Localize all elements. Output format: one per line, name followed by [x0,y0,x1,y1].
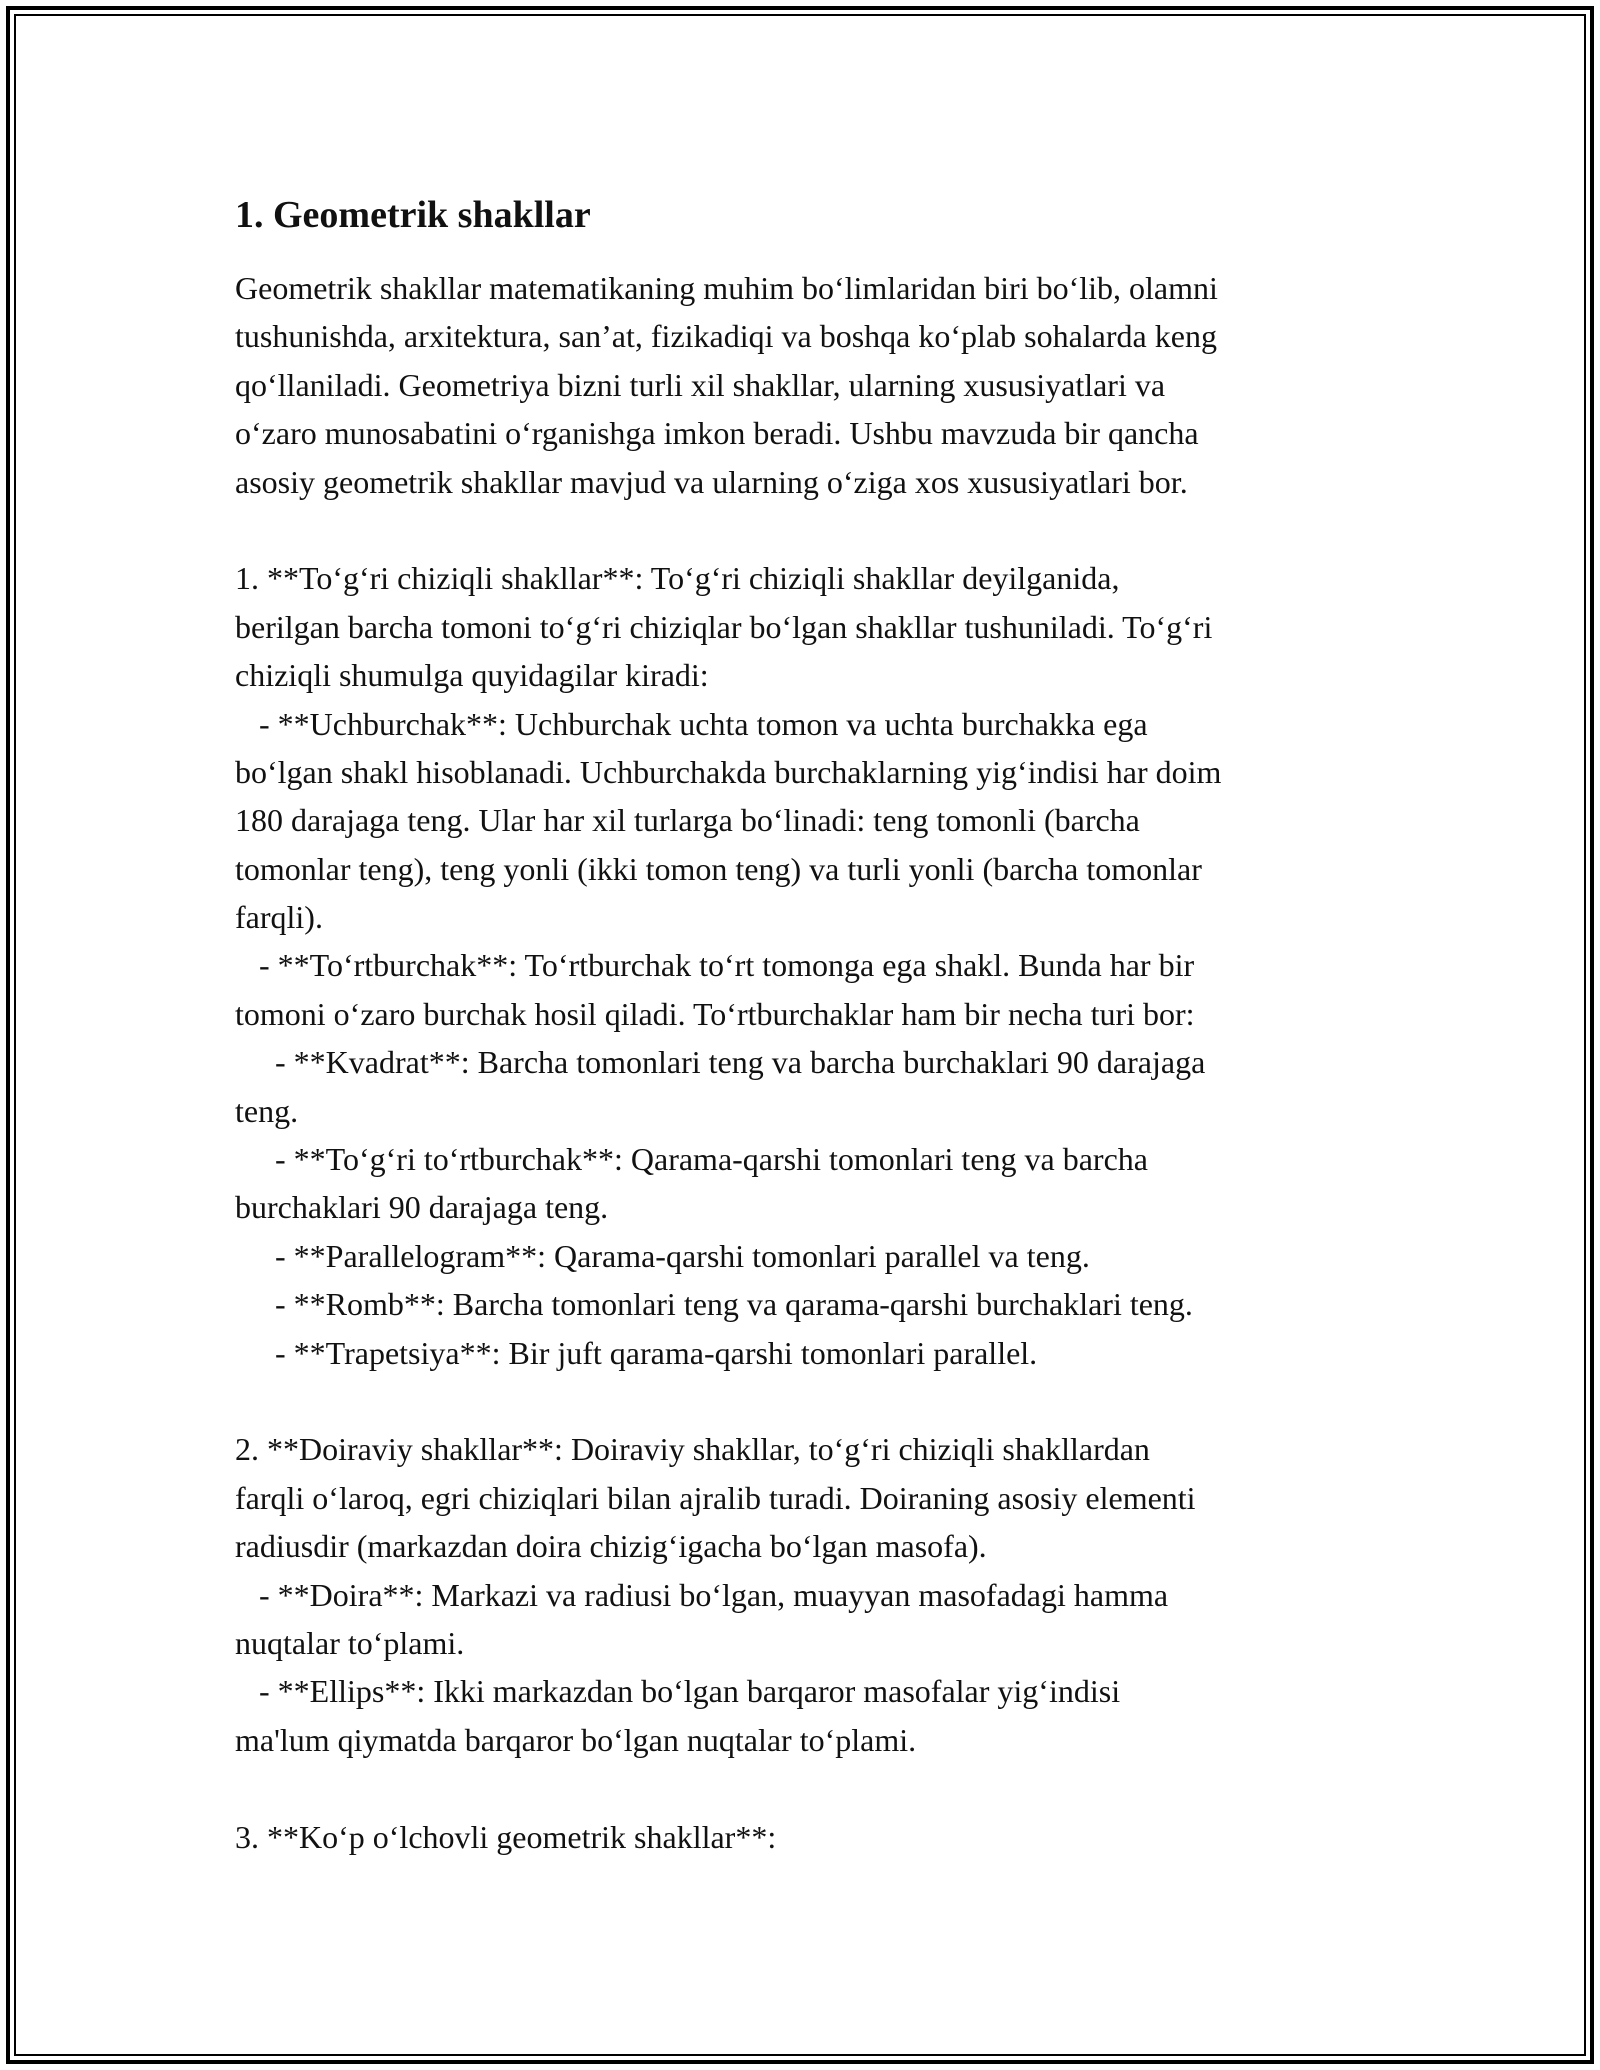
text-line: burchaklari 90 darajaga teng. [235,1189,609,1226]
text-line: - **Ellips**: Ikki markazdan bo‘lgan barqaror masofalar yig‘indisi [235,1673,1121,1710]
intro-paragraph [235,264,1385,506]
text-line: tushunishda, arxitektura, san’at, fizikadiqi va boshqa ko‘plab sohalarda keng [235,318,1217,355]
section-straight-line-shapes [235,554,1385,1377]
text-line: 1. **To‘g‘ri chiziqli shakllar**: To‘g‘ri chiziqli shakllar deyilganida, [235,560,1120,597]
text-line: - **Kvadrat**: Barcha tomonlari teng va barcha burchaklari 90 darajaga [235,1044,1206,1081]
text-line: 180 darajaga teng. Ular har xil turlarga bo‘linadi: teng tomonli (barcha [235,802,1140,839]
text-line: farqli o‘laroq, egri chiziqlari bilan ajralib turadi. Doiraning asosiy elementi [235,1479,1196,1516]
text-line: nuqtalar to‘plami. [235,1624,465,1661]
text-line: - **To‘g‘ri to‘rtburchak**: Qarama-qarshi tomonlari teng va barcha [235,1141,1148,1178]
text-line: ma'lum qiymatda barqaror bo‘lgan nuqtalar to‘plami. [235,1721,917,1758]
section-circular-shapes [235,1425,1385,1764]
text-line: tomonlar teng), teng yonli (ikki tomon teng) va turli yonli (barcha tomonlar [235,850,1202,887]
text-line: - **Parallelogram**: Qarama-qarshi tomonlari parallel va teng. [235,1237,1090,1274]
text-line: qo‘llaniladi. Geometriya bizni turli xil shakllar, ularning xususiyatlari va [235,366,1166,403]
text-line: - **Romb**: Barcha tomonlari teng va qarama-qarshi burchaklari teng. [235,1286,1193,1323]
text-line: berilgan barcha tomoni to‘g‘ri chiziqlar bo‘lgan shakllar tushuniladi. To‘g‘ri [235,608,1213,645]
paragraph-gap [235,506,1385,554]
text-line: - **Uchburchak**: Uchburchak uchta tomon va uchta burchakka ega [235,705,1148,742]
text-line: bo‘lgan shakl hisoblanadi. Uchburchakda burchaklarning yig‘indisi har doim [235,753,1222,790]
paragraph-gap [235,1764,1385,1812]
section-multidimensional-shapes [235,1813,1385,1861]
text-line: - **To‘rtburchak**: To‘rtburchak to‘rt tomonga ega shakl. Bunda har bir [235,947,1195,984]
text-line: 3. **Ko‘p o‘lchovli geometrik shakllar**: [235,1818,777,1855]
text-line: asosiy geometrik shakllar mavjud va ularning o‘ziga xos xususiyatlari bor. [235,463,1188,500]
text-line: Geometrik shakllar matematikaning muhim bo‘limlaridan biri bo‘lib, olamni [235,270,1218,306]
text-line: 2. **Doiraviy shakllar**: Doiraviy shakllar, to‘g‘ri chiziqli shakllardan [235,1431,1150,1468]
document-title: 1. Geometrik shakllar [235,194,591,236]
text-line: chiziqli shumulga quyidagilar kiradi: [235,657,709,694]
text-line: - **Doira**: Markazi va radiusi bo‘lgan, muayyan masofadagi hamma [235,1576,1169,1613]
text-line: radiusdir (markazdan doira chizig‘igacha bo‘lgan masofa). [235,1528,987,1565]
text-line: farqli). [235,899,323,936]
text-line: - **Trapetsiya**: Bir juft qarama-qarshi tomonlari parallel. [235,1334,1038,1371]
paragraph-gap [235,1377,1385,1425]
text-line: teng. [235,1092,299,1129]
document-page [235,182,1385,1861]
text-line: tomoni o‘zaro burchak hosil qiladi. To‘rtburchaklar ham bir necha turi bor: [235,995,1195,1032]
text-line: o‘zaro munosabatini o‘rganishga imkon beradi. Ushbu mavzuda bir qancha [235,415,1199,452]
